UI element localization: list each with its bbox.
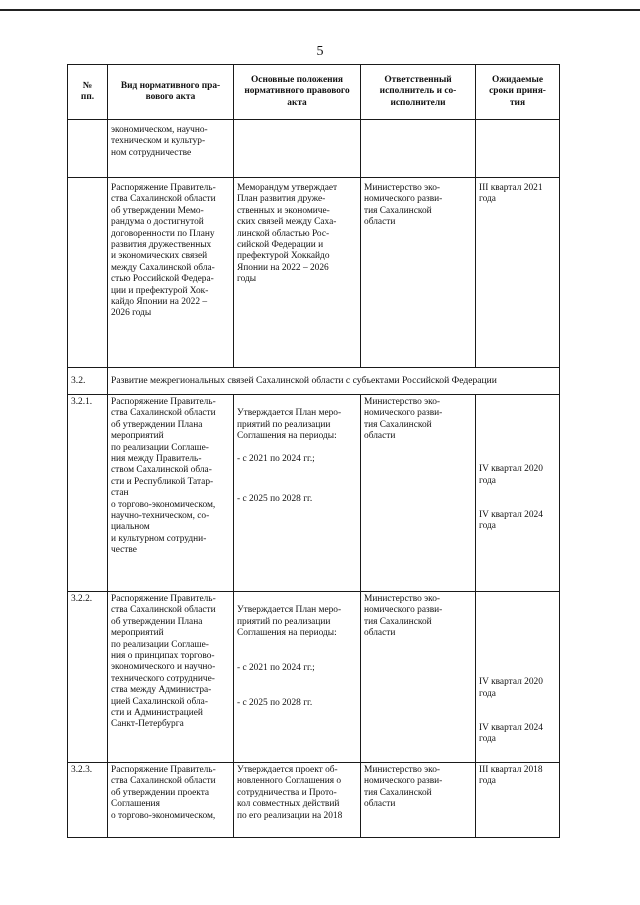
section-num: 3.2. bbox=[68, 368, 108, 395]
row-num bbox=[68, 178, 108, 368]
header-responsible: Ответственный исполнитель и со- исполнители bbox=[361, 65, 476, 120]
item-act-type: Распоряжение Правитель- ства Сахалинской области об утверждении проекта Соглашения о торгово-экономическом, bbox=[108, 763, 234, 838]
deadline-1: IV квартал 2020 года bbox=[479, 677, 543, 699]
row-responsible bbox=[361, 120, 476, 178]
row-act-type: Распоряжение Правитель- ства Сахалинской области об утверждении Мемо- рандума о достигнутой договоренности по Плану развития дружественных и экономических связей между Сахалинской обла- стью Российской Федера- ции и префектурой Хок- кайдо Японии на 2022 – 2026 годы bbox=[108, 178, 234, 368]
table-row bbox=[68, 395, 560, 592]
table-row bbox=[68, 178, 560, 368]
top-rule bbox=[0, 9, 640, 11]
period-2: - с 2025 по 2028 гг. bbox=[237, 493, 313, 504]
item-act-type: Распоряжение Правитель- ства Сахалинской области об утверждении Плана мероприятий по реализации Соглаше- ния между Правитель- ством Сахалинской обла- сти и Республикой Татар- стан о торгово-экономическом, научно-техническом, со- циальном и культурном сотрудни- честве bbox=[108, 395, 234, 592]
row-provisions: Меморандум утверждает План развития друже- ственных и экономиче- ских связей между Саха- линской областью Рос- сийской Федерации и префектурой Хоккайдо Японии на 2022 – 2026 годы bbox=[234, 178, 361, 368]
page-number: 5 bbox=[316, 44, 324, 59]
item-act-type: Распоряжение Правитель- ства Сахалинской области об утверждении Плана мероприятий по реализации Соглаше- ния о принципах торгово- экономического и научно- технического сотрудниче- ства между Администра- цией Сахалинской обла- сти и Администрацией Санкт-Петербурга bbox=[108, 592, 234, 763]
item-num: 3.2.3. bbox=[68, 763, 108, 838]
deadline-2: IV квартал 2024 года bbox=[479, 509, 543, 532]
header-provisions: Основные положения нормативного правового акта bbox=[234, 65, 361, 120]
item-provisions bbox=[234, 592, 361, 763]
table-header-row bbox=[68, 65, 560, 120]
deadline-2: IV квартал 2024 года bbox=[479, 722, 543, 745]
header-num: № пп. bbox=[68, 65, 108, 120]
provisions-intro: Утверждается План меро- приятий по реализации Соглашения на периоды: bbox=[237, 408, 342, 442]
plan-table bbox=[67, 64, 560, 838]
item-num: 3.2.2. bbox=[68, 592, 108, 763]
period-1: - с 2021 по 2024 гг.; bbox=[237, 663, 315, 674]
item-deadline: III квартал 2018 года bbox=[476, 763, 560, 838]
row-deadline: III квартал 2021 года bbox=[476, 178, 560, 368]
item-provisions: Утверждается проект об- новленного Соглашения о сотрудничества и Прото- кол совместных действий по его реализации на 2018 bbox=[234, 763, 361, 838]
header-act-type: Вид нормативного пра- вового акта bbox=[108, 65, 234, 120]
period-2: - с 2025 по 2028 гг. bbox=[237, 697, 313, 708]
item-deadline bbox=[476, 592, 560, 763]
provisions-intro: Утверждается План меро- приятий по реализации Соглашения на периоды: bbox=[237, 605, 342, 639]
section-row bbox=[68, 368, 560, 395]
row-responsible: Министерство эко- номического разви- тия Сахалинской области bbox=[361, 178, 476, 368]
row-deadline bbox=[476, 120, 560, 178]
item-responsible: Министерство эко- номического разви- тия Сахалинской области bbox=[361, 592, 476, 763]
deadline-1: IV квартал 2020 года bbox=[479, 464, 543, 486]
row-provisions bbox=[234, 120, 361, 178]
item-provisions bbox=[234, 395, 361, 592]
header-deadline: Ожидаемые сроки приня- тия bbox=[476, 65, 560, 120]
row-act-type: экономическом, научно- техническом и культур- ном сотрудничестве bbox=[108, 120, 234, 178]
item-responsible: Министерство эко- номического разви- тия Сахалинской области bbox=[361, 763, 476, 838]
table-row bbox=[68, 763, 560, 838]
section-title: Развитие межрегиональных связей Сахалинской области с субъектами Российской Федерации bbox=[108, 368, 560, 395]
table-row bbox=[68, 120, 560, 178]
table-row bbox=[68, 592, 560, 763]
item-deadline bbox=[476, 395, 560, 592]
item-num: 3.2.1. bbox=[68, 395, 108, 592]
item-responsible: Министерство эко- номического разви- тия Сахалинской области bbox=[361, 395, 476, 592]
row-num bbox=[68, 120, 108, 178]
period-1: - с 2021 по 2024 гг.; bbox=[237, 454, 315, 465]
